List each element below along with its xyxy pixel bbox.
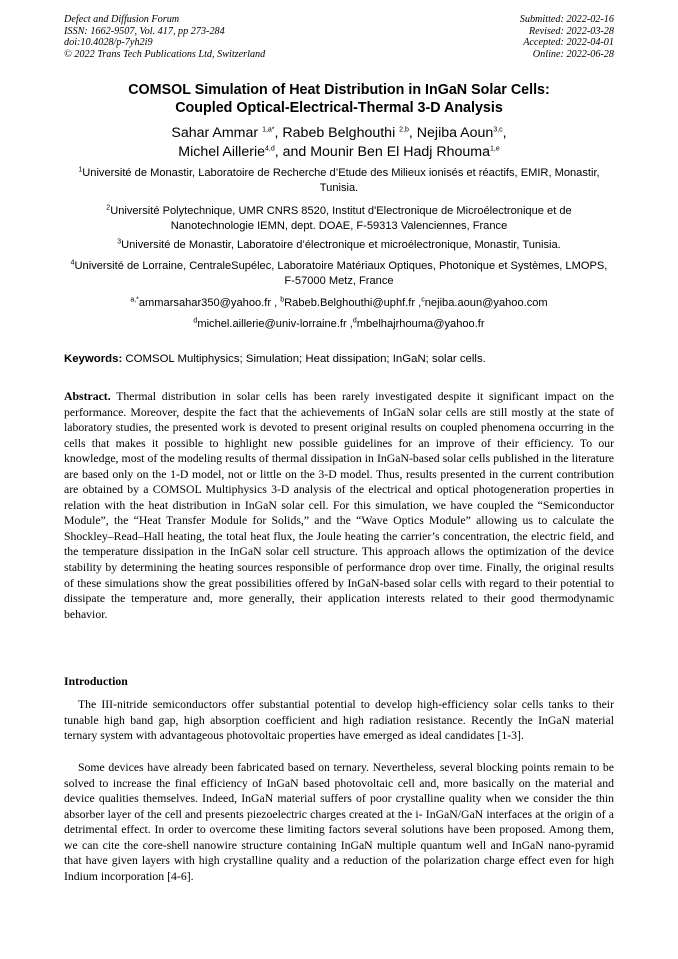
email-mark: c — [421, 296, 425, 304]
email-mark: a,* — [130, 296, 139, 304]
author-name: Rabeb Belghouthi — [282, 125, 400, 141]
author-separator: , — [274, 125, 283, 141]
email-link[interactable]: ammarsahar350@yahoo.fr , — [138, 297, 281, 309]
affiliation-1 — [64, 166, 614, 197]
keywords-label: Keywords: — [64, 353, 123, 365]
author-emails — [64, 293, 614, 335]
abstract-label: Abstract. — [64, 390, 111, 403]
email-mark: d — [352, 317, 357, 325]
journal-doi[interactable]: doi:10.4028/p-7yh2i9 — [64, 37, 153, 49]
email-link[interactable]: Rabeb.Belghouthi@uphf.fr , — [284, 297, 422, 309]
keywords — [64, 352, 624, 366]
affiliation-text: Université Polytechnique, UMR CNRS 8520, Institut d'Electronique de Microélectronique et de Nanotechnologie IEMN, dept. DOAE, F-59313 Valenciennes, France — [110, 205, 572, 233]
affiliation-text: Université de Monastir, Laboratoire de Recherche d’Etude des Milieux ionisés et réactifs, EMIR, Monastir, Tunisia. — [82, 167, 600, 195]
title-line-1: COMSOL Simulation of Heat Distribution in InGaN Solar Cells: — [128, 82, 550, 98]
abstract-text: Thermal distribution in solar cells has been rarely investigated despite it significant impact on the performance. Moreover, despite the fact that the achievements of InGaN solar cells are still mostly at the state of laboratory studies, the presented work is devoted to present original results on coupled phenomena occurring in the cells that makes it possible to highlight new possible guidelines for an improve of their efficiency. To our knowledge, most of the modeling results of thermal dissipation in InGaN-based solar cells published in the literature are based only on the 1-D model, not or little on the 3-D model. Thus, results presented in the current contribution are obtained by a COMSOL Multiphysics 3-D analysis of the electrical and optical photogeneration properties in relation with the heat distribution in InGaN solar cell. For this simulation, we have coupled the “Semiconductor Module”, the “Heat Transfer Module for Solids,” and the “Wave Optics Module” allowing us to calculate the Shockley–Read–Hall heating, the total heat flux, the Joule heating the carrier’s concentration, the electric field, and the temperature dissipation in the InGaN solar cell structure. This approach allows the optimization of the device stability by determining the heating sources responsible of performance drop over time. Finally, the original results of these simulations show the great possibilities offered by InGaN-based solar cells with regard to their potential to dissipate the temperature and, more generally, their application interests related to their good thermodynamic behavior. — [64, 390, 614, 621]
author-affiliation-mark: 1,a* — [262, 126, 275, 134]
abstract — [64, 389, 614, 622]
email-mark: d — [193, 317, 198, 325]
affiliation-mark: 3 — [117, 238, 122, 246]
journal-header — [64, 14, 265, 60]
author-list — [40, 124, 638, 162]
email-link[interactable]: nejiba.aoun@yahoo.com — [424, 297, 548, 309]
paper-title — [40, 81, 638, 117]
date-online: Online: 2022-06-28 — [532, 48, 614, 60]
author-affiliation-mark: 1,e — [490, 145, 500, 153]
author-affiliation-mark: 4,d — [264, 145, 275, 153]
journal-name: Defect and Diffusion Forum — [64, 14, 180, 25]
author-separator: , and — [274, 144, 311, 160]
author-separator: , — [408, 125, 417, 141]
journal-issn: ISSN: 1662-9507, Vol. 417, pp 273-284 — [64, 25, 225, 37]
author-name: Sahar Ammar — [171, 125, 263, 141]
author-separator: , — [502, 125, 507, 141]
affiliation-2 — [64, 204, 614, 235]
affiliation-text: Université de Lorraine, CentraleSupélec, Laboratoire Matériaux Optiques, Photonique et Systèmes, LMOPS, F-57000 Metz, France — [74, 260, 608, 288]
title-line-2: Coupled Optical-Electrical-Thermal 3-D Analysis — [175, 100, 503, 116]
affiliation-mark: 2 — [106, 204, 111, 212]
affiliation-mark: 4 — [70, 259, 75, 267]
keywords-text: COMSOL Multiphysics; Simulation; Heat dissipation; InGaN; solar cells. — [122, 353, 486, 365]
dates-header — [520, 14, 614, 60]
author-name: Nejiba Aoun — [416, 125, 494, 141]
journal-copyright: © 2022 Trans Tech Publications Ltd, Switzerland — [64, 48, 266, 60]
author-affiliation-mark: 3,c — [493, 126, 503, 134]
affiliation-3 — [64, 238, 614, 253]
date-submitted: Submitted: 2022-02-16 — [519, 14, 614, 25]
intro-paragraph-2: Some devices have already been fabricated based on ternary. Nevertheless, several blocking points remain to be solved to increase the final efficiency of InGaN based photovoltaic cell and, more basically on the material and device qualities themselves. Indeed, InGaN material suffers of poor crystalline quality when we consider the thin absorber layer of the cell and presents piezoelectric charges created at the i- InGaN/GaN interfaces at the origin of a detrimental effect. In order to overcome these limiting factors several solutions have been proposed. Among them, we can cite the core-shell nanowire structure containing InGaN multiple quantum well and InGaN nano-pyramid that have given layers with high crystalline quality and a reduction of the polarization charge effect even for high Indium incorporation [4-6]. — [64, 761, 614, 883]
intro-paragraph-1: The III-nitride semiconductors offer substantial potential to develop high-efficiency solar cells tanks to their tunable high band gap, high absorption coefficient and high radiation resistance. Recently the InGaN material ternary system with advantageous photovoltaic properties have emerged as ideal candidates [1-3]. — [64, 698, 614, 743]
email-link[interactable]: michel.aillerie@univ-lorraine.fr , — [197, 318, 353, 330]
author-name: Mounir Ben El Hadj Rhouma — [310, 144, 491, 160]
email-link[interactable]: mbelhajrhouma@yahoo.fr — [356, 318, 485, 330]
author-affiliation-mark: 2,b — [399, 126, 409, 134]
affiliation-text: Université de Monastir, Laboratoire d’électronique et microélectronique, Monastir, Tunisia. — [121, 239, 561, 251]
introduction-heading: Introduction — [64, 675, 128, 688]
date-revised: Revised: 2022-03-28 — [528, 25, 614, 37]
author-name: Michel Aillerie — [178, 144, 265, 160]
date-accepted: Accepted: 2022-04-01 — [523, 37, 614, 49]
affiliation-4 — [64, 259, 614, 290]
affiliation-mark: 1 — [78, 166, 83, 174]
email-mark: b — [280, 296, 285, 304]
